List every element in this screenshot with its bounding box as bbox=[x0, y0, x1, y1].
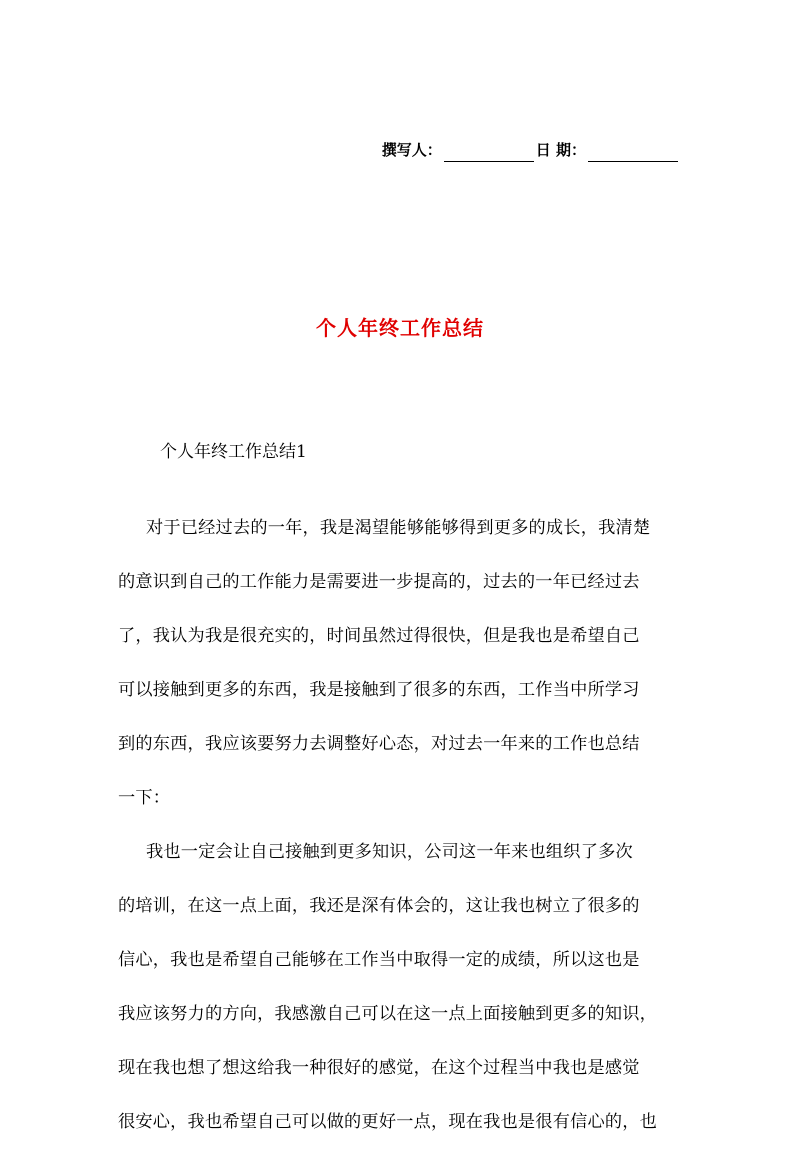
document-title: 个人年终工作总结 bbox=[316, 316, 484, 340]
author-label: 撰写人： bbox=[381, 141, 442, 159]
body-line: 我应该努力的方向，我感激自己可以在这一点上面接触到更多的知识， bbox=[118, 1004, 658, 1024]
body-line: 我也一定会让自己接触到更多知识，公司这一年来也组织了多次 bbox=[146, 842, 633, 862]
body-line: 可以接触到更多的东西，我是接触到了很多的东西，工作当中所学习 bbox=[118, 680, 640, 700]
body-line: 现在我也想了想这给我一种很好的感觉，在这个过程当中我也是感觉 bbox=[118, 1058, 640, 1078]
section-heading: 个人年终工作总结1 bbox=[160, 442, 307, 462]
author-date-line bbox=[382, 138, 680, 162]
date-blank bbox=[588, 145, 678, 162]
body-line: 信心，我也是希望自己能够在工作当中取得一定的成绩，所以这也是 bbox=[118, 950, 640, 970]
body-line: 对于已经过去的一年，我是渴望能够能够得到更多的成长，我清楚 bbox=[146, 518, 651, 538]
date-label: 日 期： bbox=[535, 141, 586, 159]
body-line: 的培训，在这一点上面，我还是深有体会的，这让我也树立了很多的 bbox=[118, 896, 640, 916]
body-line: 到的东西，我应该要努力去调整好心态，对过去一年来的工作也总结 bbox=[118, 734, 640, 754]
body-line: 很安心，我也希望自己可以做的更好一点，现在我也是很有信心的，也 bbox=[118, 1112, 658, 1132]
body-text bbox=[118, 516, 684, 1164]
body-line: 的意识到自己的工作能力是需要进一步提高的，过去的一年已经过去 bbox=[118, 572, 640, 592]
body-line: 了，我认为我是很充实的，时间虽然过得很快，但是我也是希望自己 bbox=[118, 626, 640, 646]
author-blank bbox=[444, 145, 534, 162]
body-line: 一下： bbox=[118, 788, 171, 808]
